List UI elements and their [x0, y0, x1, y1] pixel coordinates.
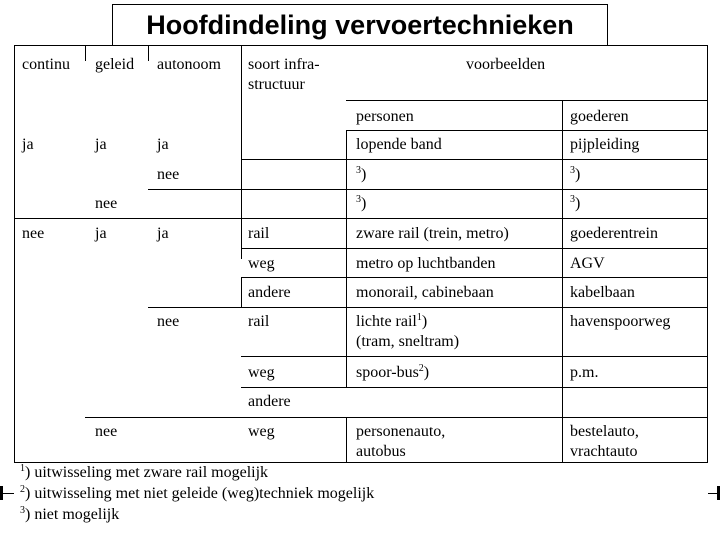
footnote-2: $^2$) uitwisseling met niet geleide (weg)techniek mogelijk — [20, 484, 375, 502]
footnote-mark: 3 — [570, 165, 575, 176]
r4-goederen: goederentrein — [570, 225, 658, 242]
header-infrastructuur-line1: soort infra- — [248, 56, 320, 73]
col-divider-infra-lower — [346, 218, 347, 387]
footnote-1: $^1$) uitwisseling met zware rail mogelijk — [20, 463, 269, 481]
col-divider-personen — [562, 100, 563, 463]
header-infrastructuur-line2: structuur — [248, 76, 305, 93]
r7-goederen: havenspoorweg — [570, 313, 671, 330]
col-divider-autonoom — [241, 45, 242, 259]
r10-personen-line2: autobus — [356, 443, 406, 460]
r2-personen: $^3$) — [356, 165, 367, 183]
r10-goederen-line1: bestelauto, — [570, 423, 639, 440]
row-divider-r4 — [241, 248, 708, 249]
row-divider-r2 — [148, 189, 708, 190]
r6-infra: andere — [248, 284, 291, 301]
footnotes — [20, 462, 374, 525]
row-divider-r5 — [241, 277, 708, 278]
col-divider-infra-bottom — [346, 417, 347, 463]
r7-personen-line1: lichte rail$^1$) — [356, 312, 428, 330]
col-divider-infra — [346, 130, 347, 218]
r5-goederen: AGV — [570, 255, 605, 272]
row-divider-r7 — [241, 356, 708, 357]
r5-infra: weg — [248, 255, 275, 272]
page-title: Hoofdindeling vervoertechnieken — [112, 4, 608, 46]
r4-autonoom: ja — [157, 225, 169, 242]
header-continu: continu — [22, 56, 70, 73]
header-goederen: goederen — [570, 108, 629, 125]
r8-infra: weg — [248, 364, 275, 381]
r1-goederen: pijpleiding — [570, 136, 640, 153]
header-voorbeelden: voorbeelden — [466, 56, 546, 73]
r6-personen: monorail, cabinebaan — [356, 284, 494, 301]
r7-autonoom: nee — [157, 313, 180, 330]
r3-goederen: $^3$) — [570, 194, 581, 212]
r1-geleid: ja — [95, 136, 107, 153]
r4-infra: rail — [248, 225, 270, 242]
r7-infra: rail — [248, 313, 270, 330]
r4-geleid: ja — [95, 225, 107, 242]
row-divider-header — [346, 130, 708, 131]
r5-personen: metro op luchtbanden — [356, 255, 496, 272]
footnote-mark: 3 — [356, 194, 361, 205]
r10-goederen-line2: vrachtauto — [570, 443, 638, 460]
r7-personen-line2: (tram, sneltram) — [356, 333, 460, 350]
r6-goederen: kabelbaan — [570, 284, 635, 301]
col-divider-continu — [85, 45, 86, 61]
r2-autonoom: nee — [157, 166, 180, 183]
col-divider-autonoom-lower — [241, 277, 242, 307]
header-geleid: geleid — [95, 56, 135, 73]
r10-geleid: nee — [95, 423, 118, 440]
header-personen: personen — [356, 108, 414, 125]
row-divider-r3 — [14, 218, 708, 219]
slide-tick-left — [0, 486, 3, 500]
row-divider-r8 — [241, 387, 708, 388]
row-divider-r6 — [148, 307, 708, 308]
r3-personen: $^3$) — [356, 194, 367, 212]
footnote-mark: 3 — [356, 165, 361, 176]
row-divider-subheader — [346, 100, 708, 101]
footnote-mark: 2 — [418, 363, 424, 374]
r9-infra: andere — [248, 393, 291, 410]
r10-infra: weg — [248, 423, 275, 440]
footnote-mark: 3 — [570, 194, 575, 205]
r4-personen: zware rail (trein, metro) — [356, 225, 509, 242]
r3-geleid: nee — [95, 195, 118, 212]
col-divider-geleid — [148, 45, 149, 61]
r10-personen-line1: personenauto, — [356, 423, 446, 440]
footnote-3: $^3$) niet mogelijk — [20, 505, 120, 523]
footnote-mark: 1 — [416, 312, 422, 323]
r1-autonoom: ja — [157, 136, 169, 153]
r1-continu: ja — [22, 136, 34, 153]
r4-continu: nee — [22, 225, 45, 242]
r1-personen: lopende band — [356, 136, 442, 153]
header-autonoom: autonoom — [157, 56, 221, 73]
row-divider-r9 — [85, 417, 708, 418]
r8-goederen: p.m. — [570, 364, 599, 381]
r2-goederen: $^3$) — [570, 165, 581, 183]
row-divider-r1 — [241, 159, 708, 160]
r8-personen: spoor-bus$^2$) — [356, 363, 430, 381]
